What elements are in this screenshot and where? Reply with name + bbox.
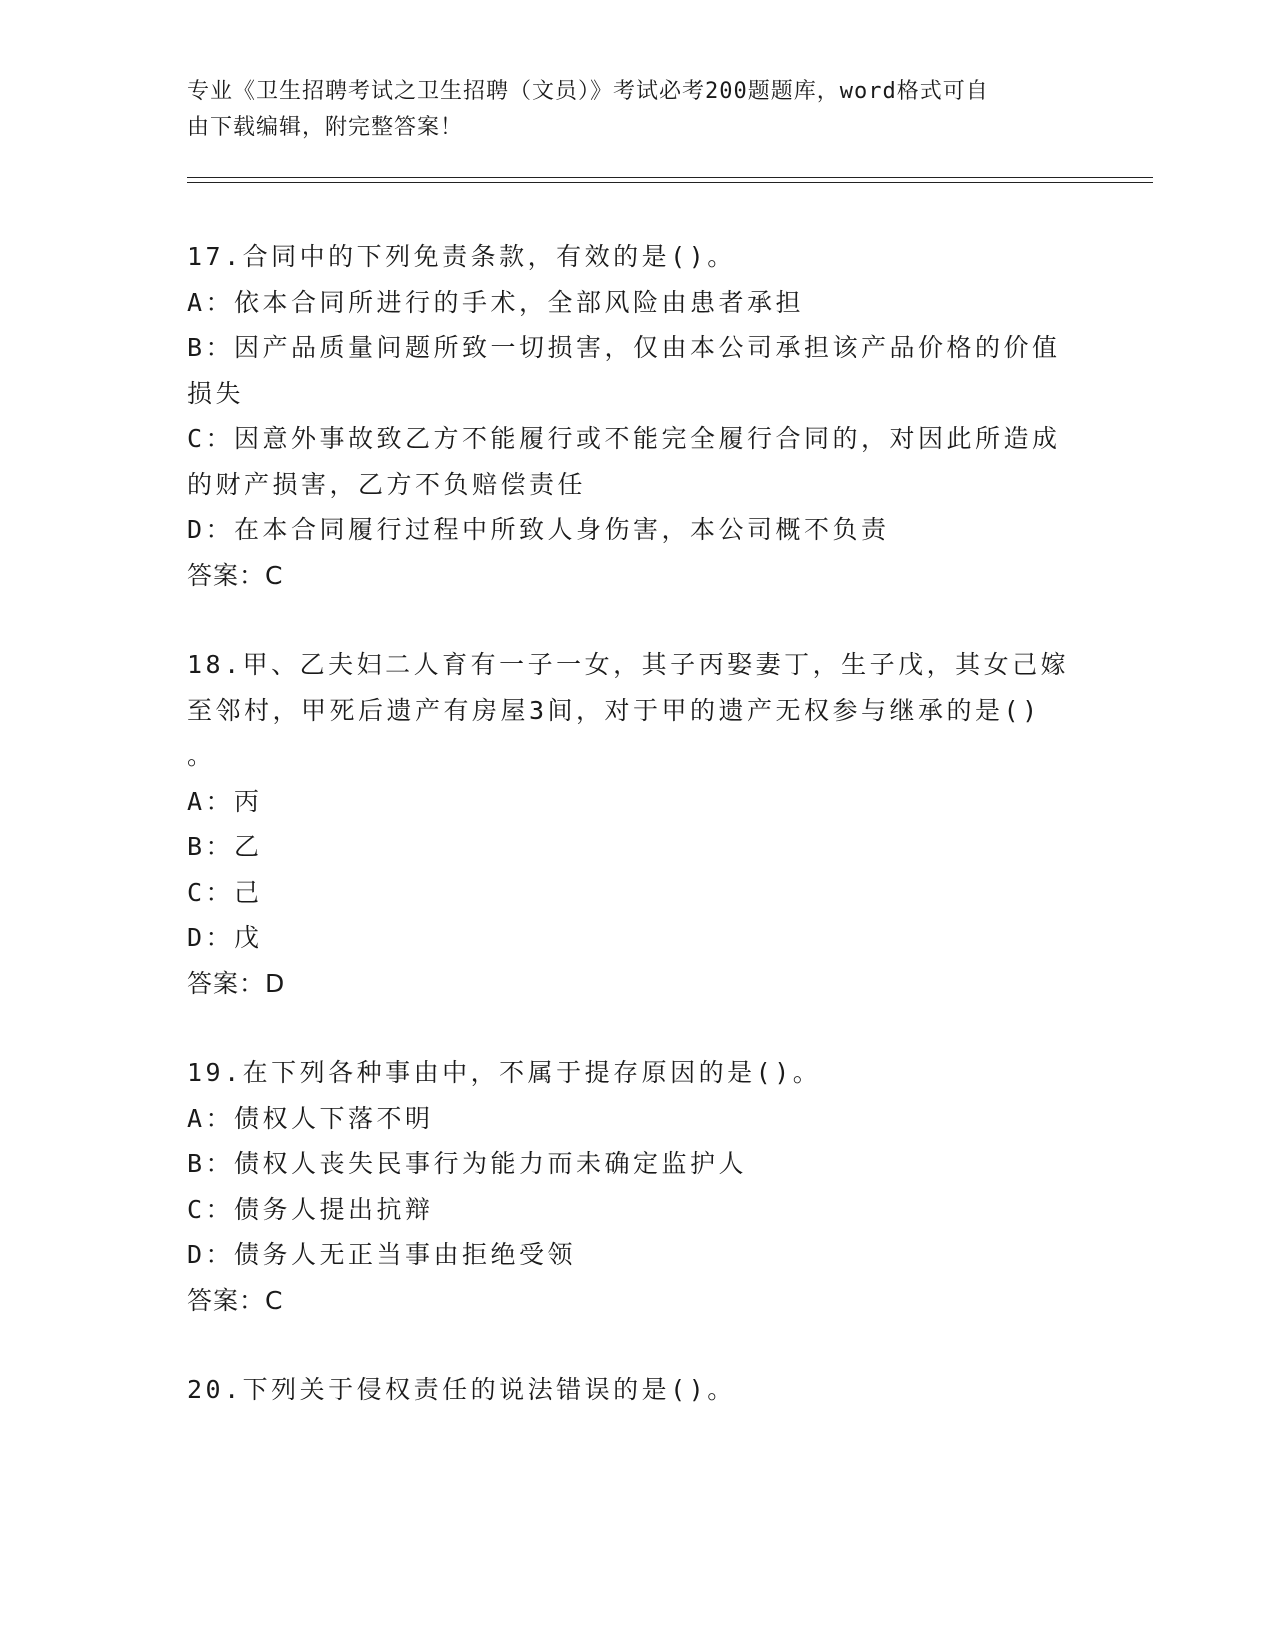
option-b: B：因产品质量问题所致一切损害，仅由本公司承担该产品价格的价值 [187, 333, 1061, 362]
question-stem: 19.在下列各种事由中，不属于提存原因的是()。 [187, 1058, 822, 1087]
answer: 答案：C [187, 1285, 284, 1315]
question-17 [187, 234, 1087, 598]
answer: 答案：D [187, 968, 286, 998]
header-divider-bottom [187, 182, 1153, 183]
question-stem: 17.合同中的下列免责条款，有效的是()。 [187, 242, 736, 271]
question-stem-end: 。 [187, 741, 216, 770]
option-d: D：债务人无正当事由拒绝受领 [187, 1240, 577, 1269]
question-stem-continued: 至邻村，甲死后遗产有房屋3间，对于甲的遗产无权参与继承的是() [187, 695, 1041, 725]
header-line-1: 专业《卫生招聘考试之卫生招聘（文员）》考试必考200题题库，word格式可自 [187, 79, 989, 104]
question-stem: 18.甲、乙夫妇二人育有一子一女，其子丙娶妻丁，生子戊，其女己嫁 [187, 650, 1070, 679]
question-list [187, 234, 1087, 1457]
option-b-continued: 损失 [187, 378, 245, 408]
option-c: C：因意外事故致乙方不能履行或不能完全履行合同的，对因此所造成 [187, 424, 1061, 453]
document-header [187, 74, 1067, 146]
question-19 [187, 1050, 1087, 1323]
option-d: D：戊 [187, 923, 263, 952]
option-a: A：依本合同所进行的手术，全部风险由患者承担 [187, 287, 805, 317]
option-d: D：在本合同履行过程中所致人身伤害，本公司概不负责 [187, 515, 890, 544]
answer: 答案：C [187, 560, 284, 590]
option-c-continued: 的财产损害，乙方不负赔偿责任 [187, 469, 587, 499]
option-a: A：丙 [187, 786, 263, 816]
option-a: A：债权人下落不明 [187, 1103, 434, 1133]
question-18 [187, 642, 1087, 1006]
header-line-2: 由下载编辑，附完整答案！ [187, 115, 464, 140]
option-c: C：债务人提出抗辩 [187, 1194, 434, 1224]
option-b: B：乙 [187, 832, 263, 861]
header-divider-top [187, 177, 1153, 178]
option-b: B：债权人丧失民事行为能力而未确定监护人 [187, 1149, 748, 1178]
question-stem: 20.下列关于侵权责任的说法错误的是()。 [187, 1375, 736, 1404]
question-20 [187, 1367, 1087, 1413]
option-c: C：己 [187, 877, 263, 907]
